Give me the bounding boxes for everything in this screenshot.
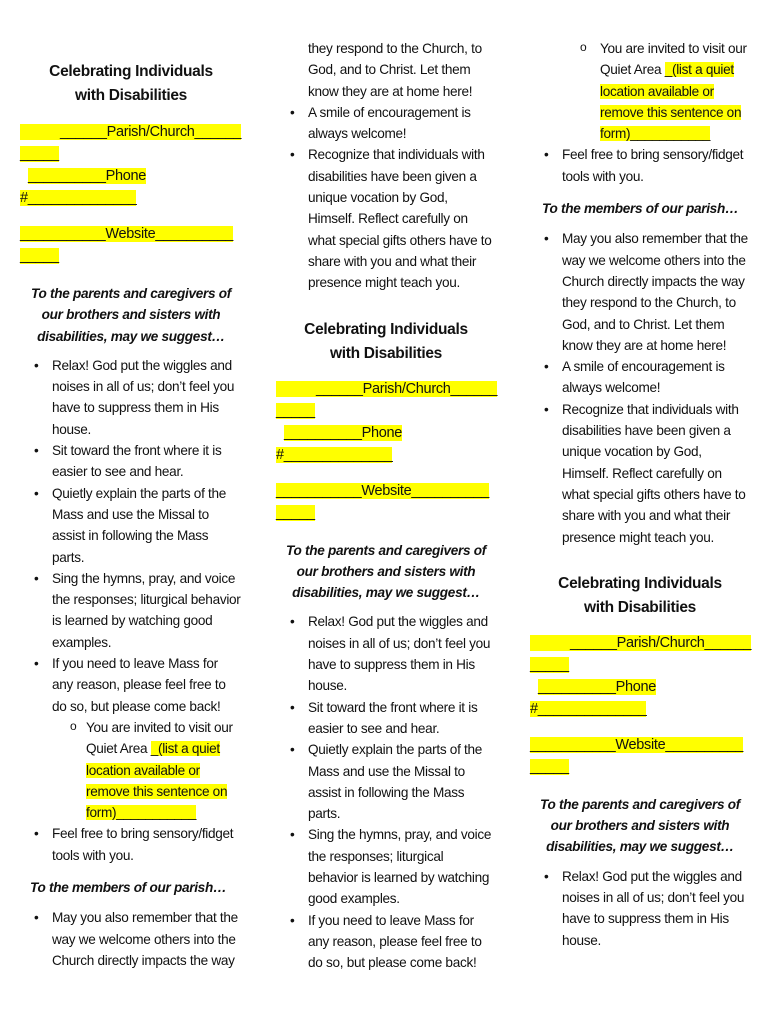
website-field-cont[interactable]: _____ (530, 758, 569, 775)
website-field[interactable]: ___________Website__________ (530, 736, 744, 753)
contact-block (276, 378, 496, 524)
parish-church-field[interactable]: ______Parish/Church______ (276, 381, 497, 397)
contact-block (20, 121, 242, 267)
members-heading: To the members of our parish… (542, 201, 739, 217)
list-item: • Sit toward the front where it is easier to see and hear. (276, 697, 496, 740)
brochure-title: Celebrating Individuals with Disabilities (558, 574, 722, 616)
list-item: • May you also remember that the way we welcome others into the Church directly impacts the way they respond to the Church, to God, and to Christ. Let them know they are at home here! (530, 228, 750, 356)
list-item-cont: they respond to the Church, to God, and to Christ. Let them know they are at home here! (308, 41, 482, 99)
website-field-cont[interactable]: _____ (20, 248, 59, 264)
list-item: • Sing the hymns, pray, and voice the responses; liturgical behavior is learned by watching good examples. (20, 568, 242, 653)
phone-number-field[interactable]: #______________ (276, 446, 393, 463)
list-item: • Quietly explain the parts of the Mass and use the Missal to assist in following the Mass parts. (20, 483, 242, 568)
list-item: • If you need to leave Mass for any reason, please feel free to do so, but please come back! (20, 653, 242, 717)
list-item: • If you need to leave Mass for any reason, please feel free to do so, but please come back! (276, 910, 496, 974)
phone-field[interactable]: __________Phone (538, 678, 657, 695)
parish-church-field[interactable]: ______Parish/Church______ (20, 124, 241, 140)
list-item: • Relax! God put the wiggles and noises in all of us; don’t feel you have to suppress them in His house. (20, 355, 242, 440)
brochure-title: Celebrating Individuals with Disabilities (304, 320, 468, 362)
list-item: • Relax! God put the wiggles and noises in all of us; don’t feel you have to suppress them in His house. (276, 611, 496, 696)
phone-field[interactable]: __________Phone (28, 168, 147, 184)
parish-church-field-cont[interactable]: _____ (530, 656, 569, 673)
phone-number-field[interactable]: #______________ (20, 190, 137, 206)
quiet-area-text: You are invited to visit our Quiet Area (600, 41, 747, 78)
list-item: • Sing the hymns, pray, and voice the responses; liturgical behavior is learned by watching good examples. (276, 824, 496, 909)
column-2 (276, 0, 496, 974)
list-item: • Feel free to bring sensory/fidget tools with you. (20, 823, 242, 866)
members-list (20, 907, 242, 971)
phone-field[interactable]: __________Phone (284, 424, 403, 441)
list-item: • May you also remember that the way we welcome others into the Church directly impacts the way (20, 907, 242, 971)
column-3 (530, 0, 750, 951)
list-item: • Recognize that individuals with disabilities have been given a unique vocation by God, Himself. Reflect carefully on what special gifts others have to share with you and what their presence might teach you. (530, 399, 750, 548)
parents-list (20, 355, 242, 866)
parish-church-field-cont[interactable]: _____ (20, 146, 59, 162)
quiet-area-field[interactable]: _(list a quiet location available or remove this sentence on form)___________ (86, 741, 228, 821)
parish-church-field-cont[interactable]: _____ (276, 402, 315, 419)
parents-heading: To the parents and caregivers of our brothers and sisters with disabilities, may we suggest… (540, 796, 740, 855)
parish-church-field[interactable]: ______Parish/Church______ (530, 635, 751, 651)
parents-heading: To the parents and caregivers of our brothers and sisters with disabilities, may we suggest… (286, 542, 486, 601)
quiet-area-text: You are invited to visit our Quiet Area (86, 719, 233, 757)
quiet-area-item (530, 38, 750, 144)
list-item: • Sit toward the front where it is easier to see and hear. (20, 440, 242, 483)
parents-list-cont (530, 38, 750, 187)
list-item: • Recognize that individuals with disabilities have been given a unique vocation by God, Himself. Reflect carefully on what special gifts others have to share with you and what their presence might teach you. (276, 144, 496, 293)
members-list-cont (276, 38, 496, 294)
website-field[interactable]: ___________Website__________ (276, 482, 490, 499)
parents-list (530, 866, 750, 951)
list-item: • Feel free to bring sensory/fidget tools with you. (530, 144, 750, 187)
members-list (530, 228, 750, 547)
column-1 (20, 0, 242, 971)
parents-heading: To the parents and caregivers of our brothers and sisters with disabilities, may we suggest… (31, 286, 231, 344)
list-item: • Quietly explain the parts of the Mass and use the Missal to assist in following the Mass parts. (276, 739, 496, 824)
website-field[interactable]: ___________Website__________ (20, 226, 234, 242)
website-field-cont[interactable]: _____ (276, 504, 315, 521)
list-item: • A smile of encouragement is always welcome! (530, 356, 750, 399)
list-item: • A smile of encouragement is always welcome! (276, 102, 496, 145)
quiet-area-item (20, 717, 242, 823)
contact-block (530, 632, 750, 778)
members-heading: To the members of our parish… (30, 880, 227, 896)
brochure-title: Celebrating Individuals with Disabilities (49, 63, 213, 104)
phone-number-field[interactable]: #______________ (530, 700, 647, 717)
quiet-area-field[interactable]: _(list a quiet location available or remove this sentence on form)___________ (600, 62, 742, 142)
list-item: • Relax! God put the wiggles and noises in all of us; don’t feel you have to suppress them in His house. (530, 866, 750, 951)
parents-list (276, 611, 496, 973)
